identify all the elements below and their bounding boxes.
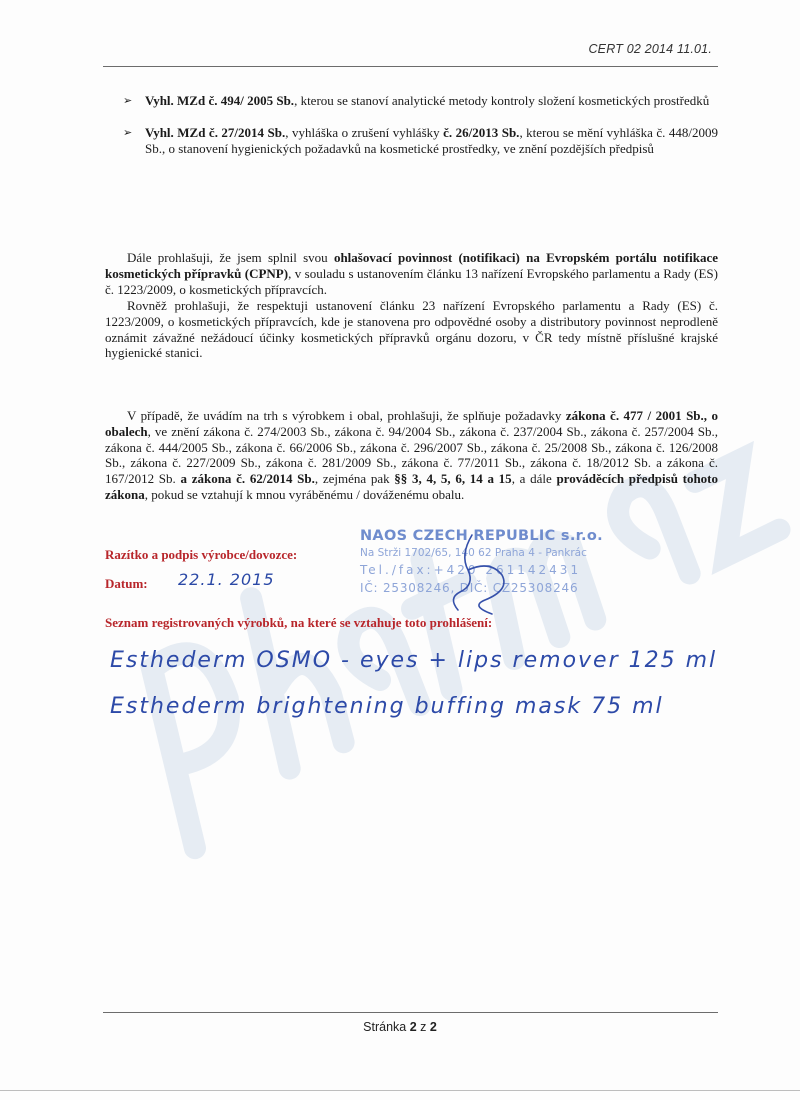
product-list-heading: Seznam registrovaných výrobků, na které se vztahuje toto prohlášení: <box>105 615 493 630</box>
product-item: Esthederm brightening buffing mask 75 ml <box>110 694 664 719</box>
stamp-phone: Tel./fax:+420 261142431 <box>360 563 582 577</box>
page-number: Stránka 2 z 2 <box>363 1020 437 1034</box>
header-rule <box>103 66 718 67</box>
bullet-item: ➢ Vyhl. MZd č. 27/2014 Sb., vyhláška o zrušení vyhlášky č. 26/2013 Sb., kterou se mění vyhláška č. 448/2009 Sb., o stanovení hygienických požadavků na kosmetické prostředky, ve znění pozdějších předpisů <box>123 125 718 156</box>
stamp-signature-label: Razítko a podpis výrobce/dovozce: <box>105 547 298 562</box>
stamp-address: Na Strži 1702/65, 140 62 Praha 4 - Pankrác <box>360 547 587 559</box>
handwritten-date: 22.1. 2015 <box>178 570 275 589</box>
stamp-company-ids: IČ: 25308246, DIČ: CZ25308246 <box>360 581 579 595</box>
handwritten-signature <box>430 530 520 620</box>
stamp-company-name: NAOS CZECH REPUBLIC s.r.o. <box>360 528 603 544</box>
document-code: CERT 02 2014 11.01. <box>588 42 712 56</box>
product-item: Esthederm OSMO - eyes + lips remover 125 ml <box>110 648 718 673</box>
arrow-bullet-icon: ➢ <box>123 126 133 139</box>
packaging-paragraph: V případě, že uvádím na trh s výrobkem i obal, prohlašuji, že splňuje požadavky zákona č. 477 / 2001 Sb., o obalech, ve znění zákona č. 274/2003 Sb., zákona č. 94/2004 Sb., zákona č. 237/2004 Sb., zákona č. 257/2004 Sb., zákona č. 444/2005 Sb., zákona č. 66/2006 Sb., zákona č. 296/2007 Sb., zákona č. 25/2008 Sb., zákona č. 126/2008 Sb., zákona č. 227/2009 Sb., zákona č. 281/2009 Sb., zákona č. 77/2011 Sb., zákona č. 18/2012 Sb. a zákona č. 167/2012 Sb. a zákona č. 62/2014 Sb., zejména pak §§ 3, 4, 5, 6, 14 a 15, a dále prováděcích předpisů tohoto zákona, pokud se vztahují k mnou vyráběnému / dováženému obalu. <box>105 408 719 502</box>
notification-paragraph: Dále prohlašuji, že jsem splnil svou ohlašovací povinnost (notifikaci) na Evropském portálu notifikace kosmetických přípravků (CPNP), v souladu s ustanovením článku 13 nařízení Evropského parlamentu a Rady (ES) č. 1223/2009, o kosmetických přípravcích. <box>105 250 718 297</box>
date-label: Datum: <box>105 576 148 591</box>
bullet-item: ➢ Vyhl. MZd č. 494/ 2005 Sb., kterou se stanoví analytické metody kontroly složení kosmetických prostředků <box>123 93 710 108</box>
reporting-paragraph: Rovněž prohlašuji, že respektuji ustanovení článku 23 nařízení Evropského parlamentu a Rady (ES) č. 1223/2009, o kosmetických přípravcích, kde je stanovena pro odpovědné osoby a distributory povinnost neprodleně oznámit závažné nežádoucí účinky kosmetických přípravků orgánu dozoru, v ČR tedy místně příslušné krajské hygienické stanici. <box>105 298 718 361</box>
arrow-bullet-icon: ➢ <box>123 94 133 107</box>
scan-edge <box>0 1090 800 1091</box>
footer-rule <box>103 1012 718 1013</box>
